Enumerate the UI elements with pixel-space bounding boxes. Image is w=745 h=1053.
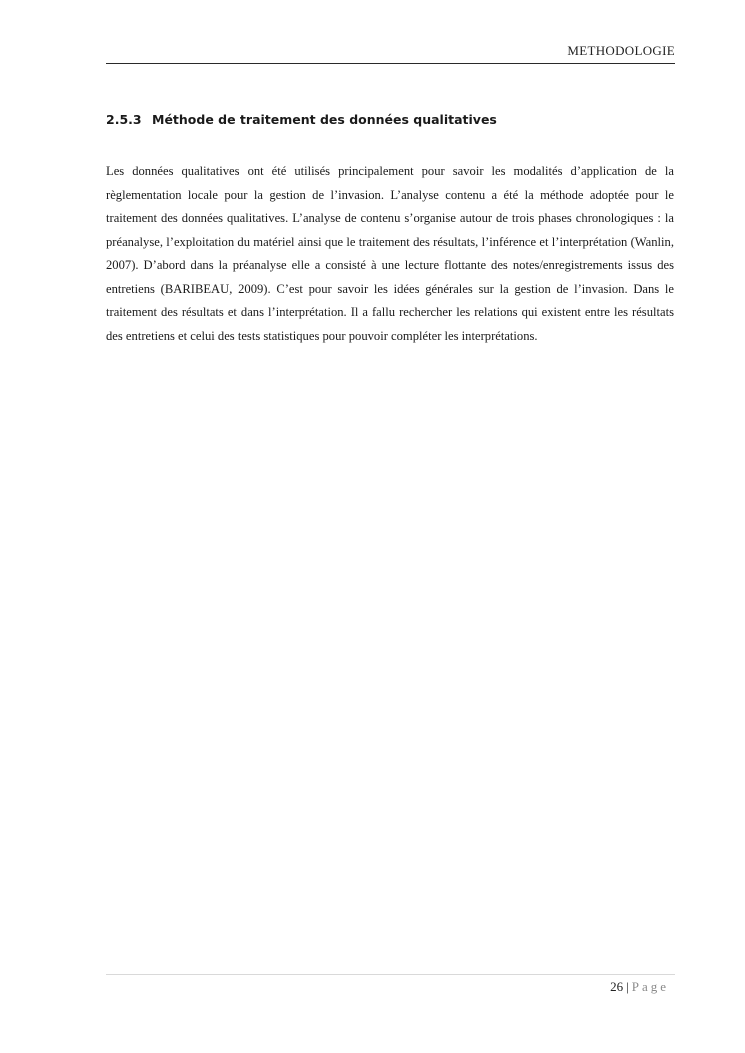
page-header [106, 36, 675, 64]
section-number: 2.5.3 [106, 112, 142, 127]
page-footer [106, 974, 675, 994]
page-label: Page [631, 979, 669, 994]
page-number: 26 [610, 979, 624, 994]
footer-separator: | [626, 979, 629, 994]
section-heading [106, 112, 497, 127]
section-title: Méthode de traitement des données qualitatives [152, 112, 497, 127]
header-title: METHODOLOGIE [567, 43, 675, 58]
body-paragraph: Les données qualitatives ont été utilisés principalement pour savoir les modalités d’application de la règlementation locale pour la gestion de l’invasion. L’analyse contenu a été la méthode adoptée pour le traitement des données qualitatives. L’analyse de contenu s’organise autour de trois phases chronologiques : la préanalyse, l’exploitation du matériel ainsi que le traitement des résultats, l’inférence et l’interprétation (Wanlin, 2007). D’abord dans la préanalyse elle a consisté à une lecture flottante des notes/enregistrements issus des entretiens (BARIBEAU, 2009). C’est pour savoir les idées générales sur la gestion de l’invasion. Dans le traitement des résultats et dans l’interprétation. Il a fallu rechercher les relations qui existent entre les résultats des entretiens et celui des tests statistiques pour pouvoir compléter les interprétations. [106, 164, 674, 343]
footer-page-indicator [610, 979, 669, 995]
